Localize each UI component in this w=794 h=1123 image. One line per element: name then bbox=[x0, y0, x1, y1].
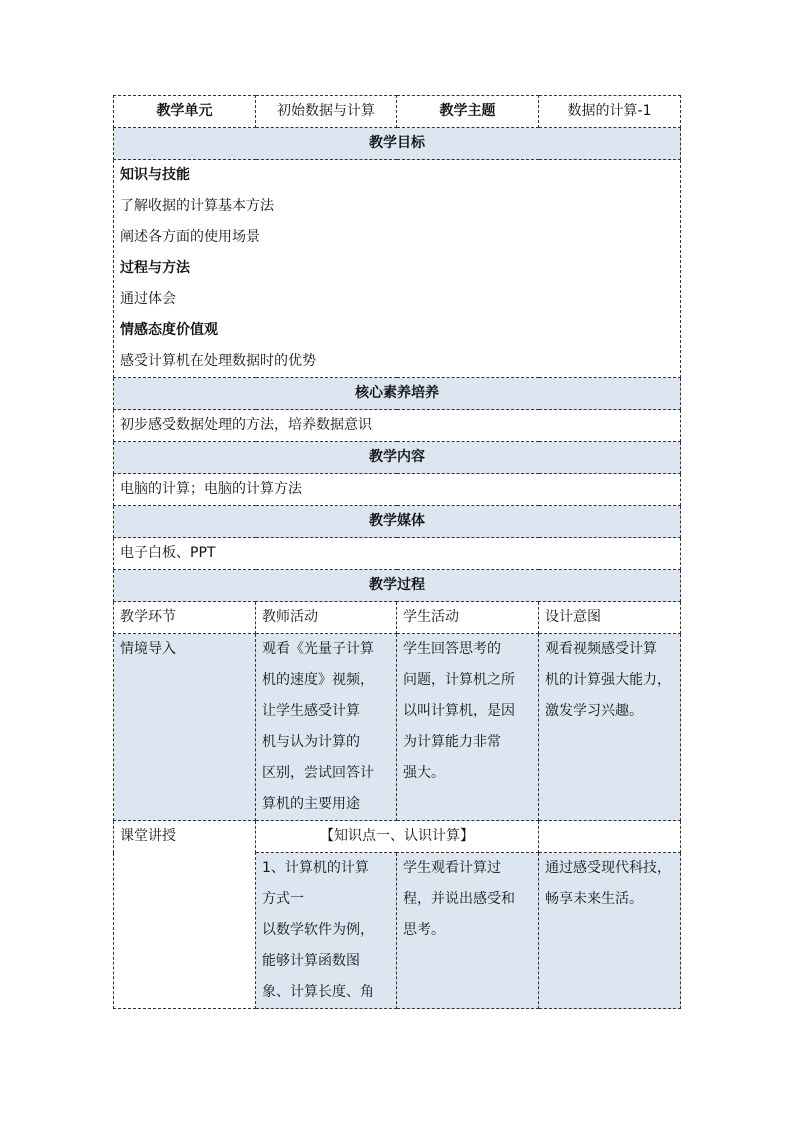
lecture-heading-row bbox=[114, 821, 681, 853]
intro-student-line: 学生回答思考的 bbox=[403, 641, 501, 657]
objectives-title: 教学目标 bbox=[114, 128, 681, 160]
media-title-row bbox=[114, 506, 681, 538]
knowledge-heading: 知识与技能 bbox=[120, 167, 190, 183]
intro-student-line: 为计算能力非常 bbox=[403, 734, 501, 750]
lesson-plan-page bbox=[113, 95, 680, 1009]
intro-teacher-line: 算机的主要用途 bbox=[262, 796, 360, 812]
media-title: 教学媒体 bbox=[114, 506, 681, 538]
intro-row bbox=[114, 634, 681, 821]
intro-intent-line: 激发学习兴趣。 bbox=[545, 703, 643, 719]
objectives-body bbox=[114, 160, 681, 378]
column-header-student: 学生活动 bbox=[397, 602, 539, 634]
lecture-stage: 课堂讲授 bbox=[114, 821, 256, 1009]
lecture-intent-line: 畅享未来生活。 bbox=[545, 891, 643, 907]
lecture-student-line: 学生观看计算过 bbox=[403, 860, 501, 876]
lecture-teacher-activity bbox=[256, 853, 397, 1009]
intro-teacher-activity bbox=[256, 634, 397, 821]
objectives-row bbox=[114, 160, 681, 378]
content-title: 教学内容 bbox=[114, 442, 681, 474]
lecture-teacher-line: 1、计算机的计算 bbox=[262, 860, 369, 876]
process-title: 教学过程 bbox=[114, 570, 681, 602]
objectives-title-row bbox=[114, 128, 681, 160]
process-line: 通过体会 bbox=[120, 291, 176, 307]
literacy-text: 初步感受数据处理的方法，培养数据意识 bbox=[114, 410, 681, 442]
column-header-stage: 教学环节 bbox=[114, 602, 256, 634]
media-row bbox=[114, 538, 681, 570]
lecture-intent-line: 通过感受现代科技， bbox=[545, 860, 671, 876]
content-text: 电脑的计算；电脑的计算方法 bbox=[114, 474, 681, 506]
lecture-design-intent bbox=[539, 853, 681, 1009]
emotion-heading: 情感态度价值观 bbox=[120, 322, 218, 338]
knowledge-line: 了解收据的计算基本方法 bbox=[120, 198, 274, 214]
intro-teacher-line: 区别，尝试回答计 bbox=[262, 765, 374, 781]
literacy-title-row bbox=[114, 378, 681, 410]
lecture-teacher-line: 能够计算函数图 bbox=[262, 953, 360, 969]
unit-label: 教学单元 bbox=[114, 96, 256, 128]
topic-label: 教学主题 bbox=[397, 96, 539, 128]
literacy-title: 核心素养培养 bbox=[114, 378, 681, 410]
column-header-teacher: 教师活动 bbox=[256, 602, 397, 634]
intro-student-line: 强大。 bbox=[403, 765, 445, 781]
content-row bbox=[114, 474, 681, 506]
lecture-empty-cell bbox=[539, 821, 681, 853]
knowledge-point-title: 【知识点一、认识计算】 bbox=[256, 821, 539, 853]
lecture-teacher-line: 象、计算长度、角 bbox=[262, 984, 374, 1000]
intro-design-intent bbox=[539, 634, 681, 821]
media-text: 电子白板、PPT bbox=[114, 538, 681, 570]
intro-intent-line: 机的计算强大能力， bbox=[545, 672, 671, 688]
lecture-student-activity bbox=[397, 853, 539, 1009]
lecture-teacher-line: 方式一 bbox=[262, 891, 304, 907]
process-title-row bbox=[114, 570, 681, 602]
lecture-teacher-line: 以数学软件为例， bbox=[262, 922, 374, 938]
intro-teacher-line: 机与认为计算的 bbox=[262, 734, 360, 750]
intro-teacher-line: 让学生感受计算 bbox=[262, 703, 360, 719]
process-columns-row bbox=[114, 602, 681, 634]
knowledge-line: 阐述各方面的使用场景 bbox=[120, 229, 260, 245]
lecture-student-line: 思考。 bbox=[403, 922, 445, 938]
topic-value: 数据的计算-1 bbox=[539, 96, 681, 128]
intro-intent-line: 观看视频感受计算 bbox=[545, 641, 657, 657]
process-heading: 过程与方法 bbox=[120, 260, 190, 276]
column-header-intent: 设计意图 bbox=[539, 602, 681, 634]
intro-student-line: 以叫计算机，是因 bbox=[403, 703, 515, 719]
intro-teacher-line: 观看《光量子计算 bbox=[262, 641, 374, 657]
unit-value: 初始数据与计算 bbox=[256, 96, 397, 128]
emotion-line: 感受计算机在处理数据时的优势 bbox=[120, 353, 316, 369]
content-title-row bbox=[114, 442, 681, 474]
intro-student-activity bbox=[397, 634, 539, 821]
lecture-student-line: 程，并说出感受和 bbox=[403, 891, 515, 907]
intro-teacher-line: 机的速度》视频， bbox=[262, 672, 374, 688]
intro-stage: 情境导入 bbox=[114, 634, 256, 821]
literacy-row bbox=[114, 410, 681, 442]
intro-student-line: 问题，计算机之所 bbox=[403, 672, 515, 688]
header-row bbox=[114, 96, 681, 128]
lesson-plan-table bbox=[113, 95, 681, 1009]
